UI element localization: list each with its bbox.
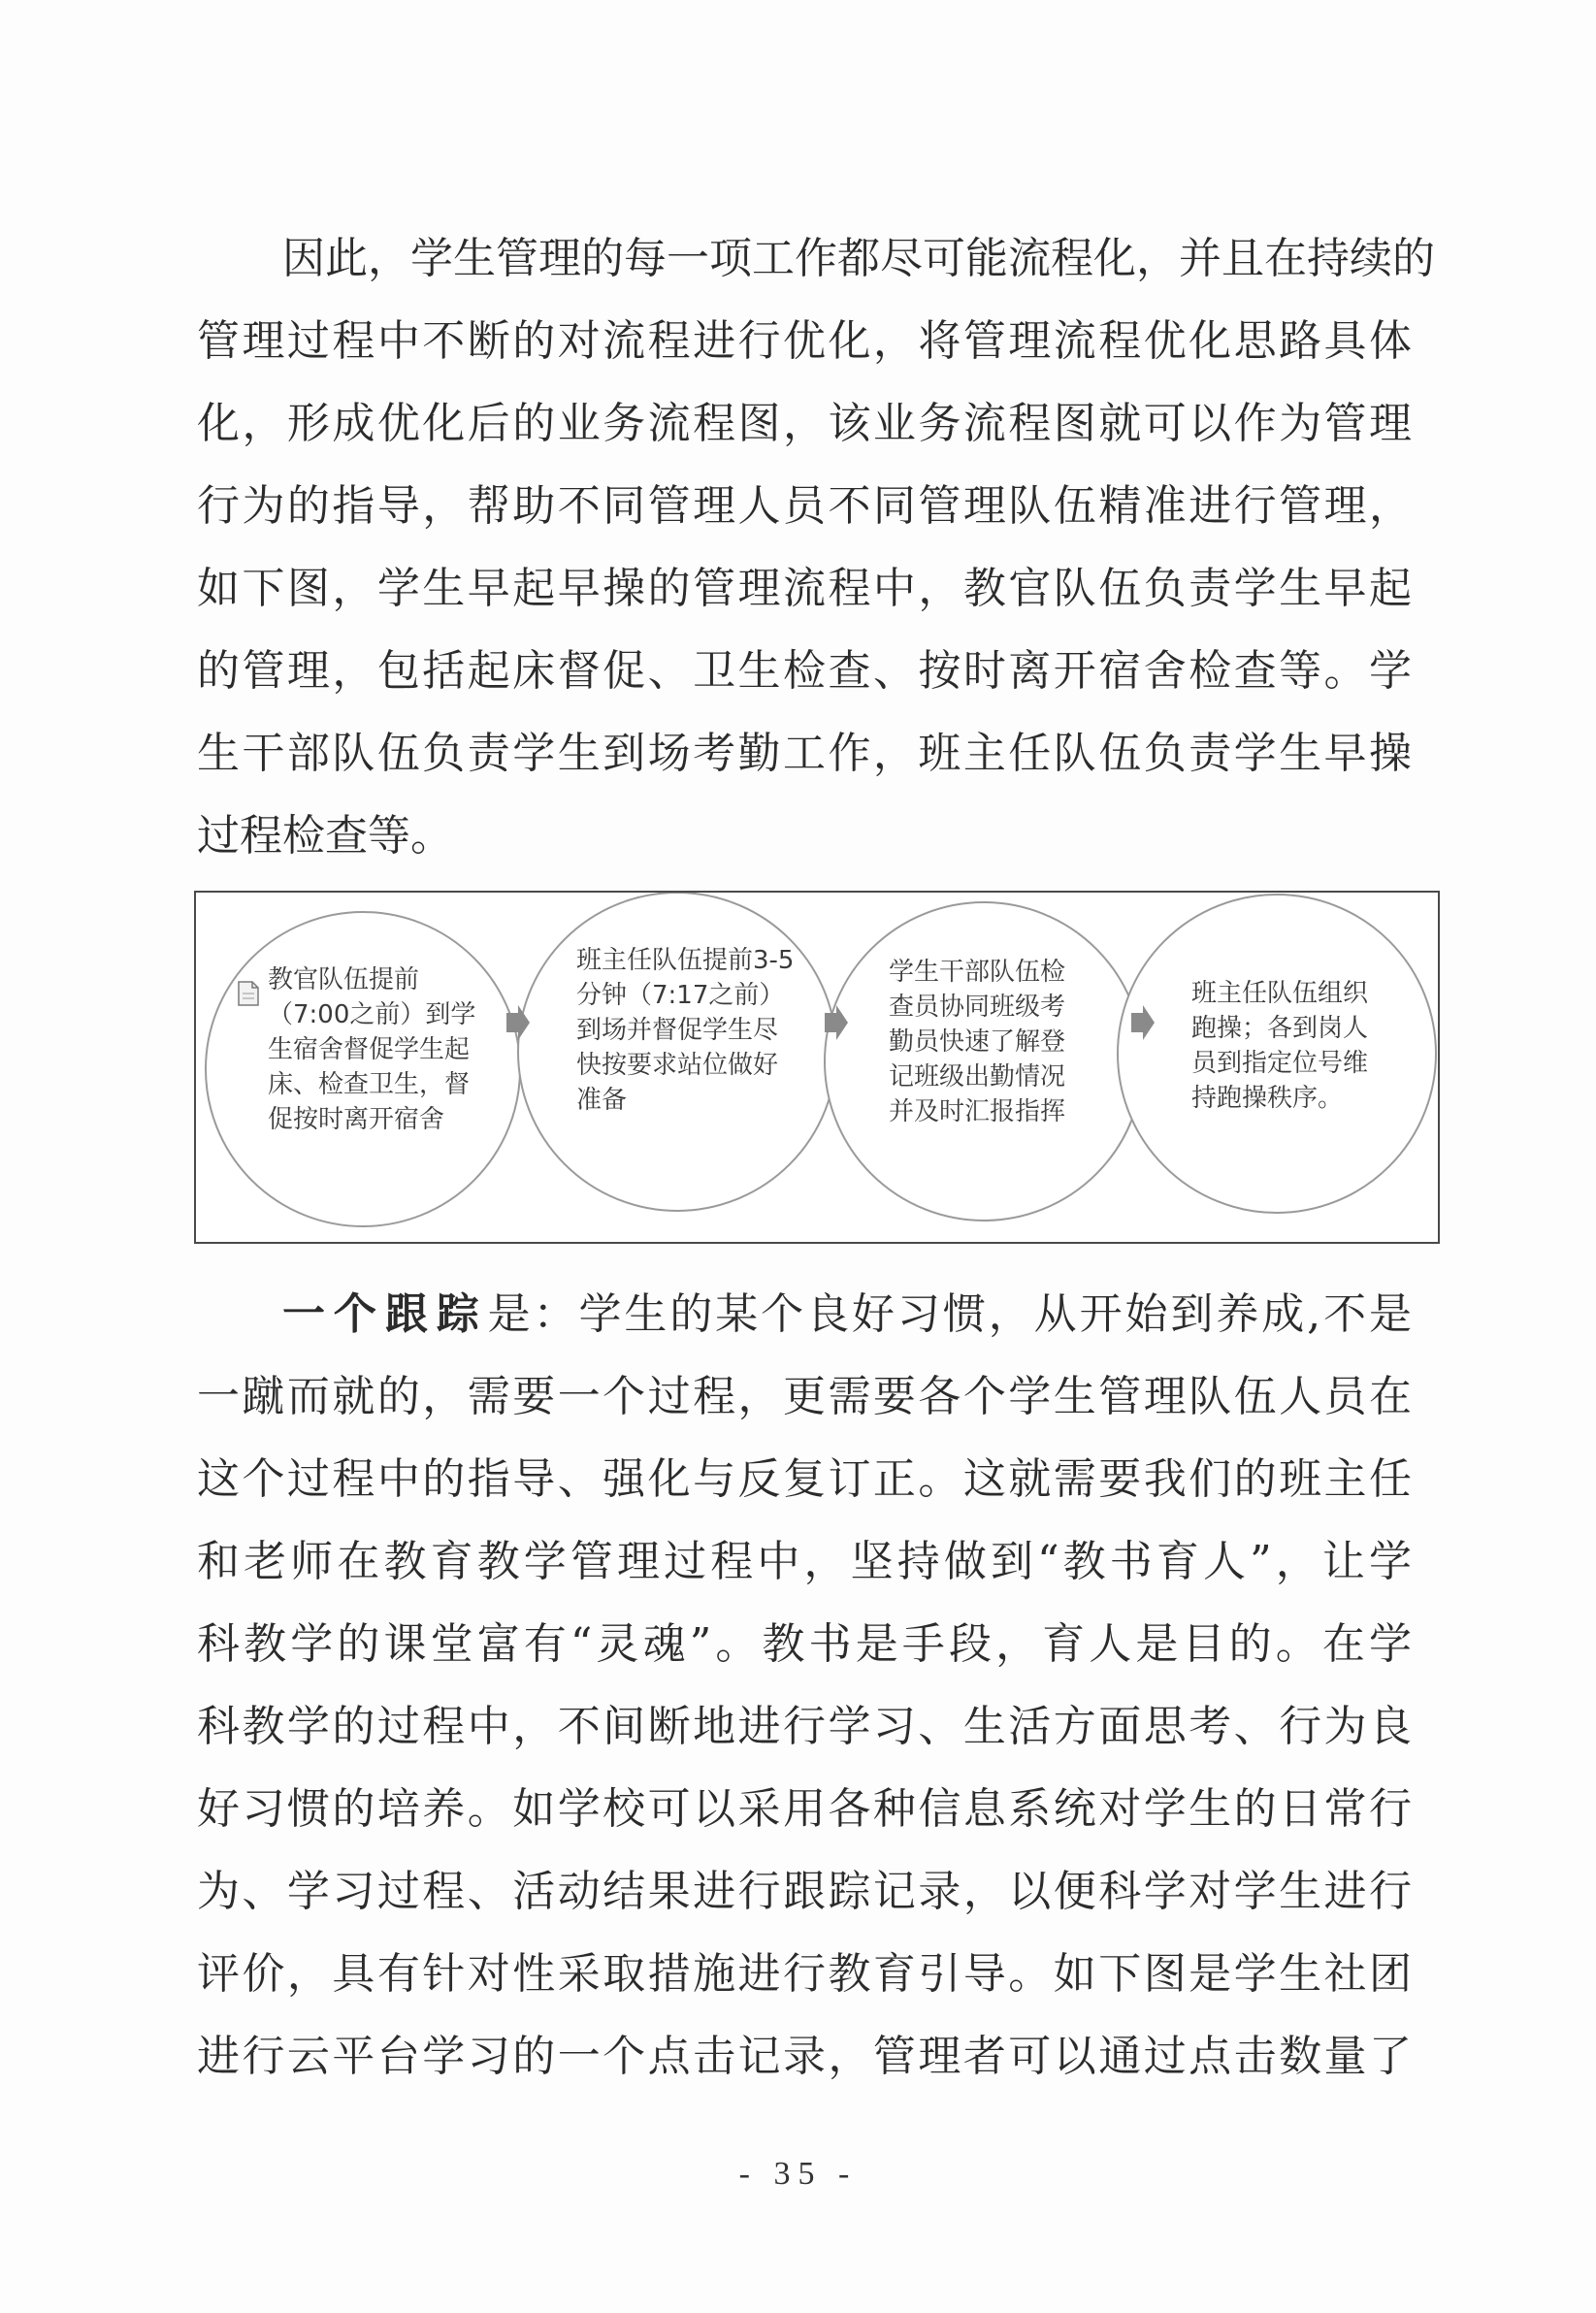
paragraph-line: 管理过程中不断的对流程进行优化，将管理流程优化思路具体: [197, 316, 1412, 366]
paragraph-line: 这个过程中的指导、强化与反复订正。这就需要我们的班主任: [197, 1454, 1412, 1504]
flow-diagram: [194, 891, 1440, 1244]
page-number: - 35 -: [738, 2156, 858, 2192]
paragraph-line: 因此，学生管理的每一项工作都尽可能流程化，并且在持续的: [282, 234, 1435, 283]
paragraph-line: 行为的指导，帮助不同管理人员不同管理队伍精准进行管理，: [197, 481, 1412, 531]
paragraph-line: [197, 1273, 1412, 1355]
flow-step-4-text: 班主任队伍组织 跑操；各到岗人 员到指定位号维 持跑操秩序。: [1191, 979, 1369, 1113]
paragraph-line: 的管理，包括起床督促、卫生检查、按时离开宿舍检查等。学: [197, 646, 1412, 696]
paragraph-line: 进行云平台学习的一个点击记录，管理者可以通过点击数量了: [197, 2032, 1412, 2081]
paragraph-line: 科教学的过程中，不间断地进行学习、生活方面思考、行为良: [197, 1702, 1412, 1751]
paragraph-line: 和老师在教育教学管理过程中，坚持做到“教书育人”，让学: [197, 1537, 1412, 1586]
paragraph-line: 一蹴而就的，需要一个过程，更需要各个学生管理队伍人员在: [197, 1372, 1412, 1421]
flow-step-2-text: 班主任队伍提前3-5 分钟（7:17之前） 到场并督促学生尽 快按要求站位做好 准备: [576, 946, 795, 1115]
paragraph-line: 评价，具有针对性采取措施进行教育引导。如下图是学生社团: [197, 1949, 1412, 1999]
paragraph-line-rest: 是：学生的某个良好习惯，从开始到养成,不是: [487, 1289, 1412, 1339]
paragraph-line: 好习惯的培养。如学校可以采用各种信息系统对学生的日常行: [197, 1784, 1412, 1834]
paragraph-line: 化，形成优化后的业务流程图，该业务流程图就可以作为管理: [197, 399, 1412, 448]
document-icon: [239, 982, 258, 1005]
paragraph-line: 如下图，学生早起早操的管理流程中，教官队伍负责学生早起: [197, 564, 1412, 613]
bold-lead-term: 一个跟踪: [282, 1289, 488, 1339]
paragraph-1: [197, 217, 1435, 877]
paragraph-2: [197, 1273, 1412, 2098]
paragraph-line: 生干部队伍负责学生到场考勤工作，班主任队伍负责学生早操: [197, 729, 1412, 778]
flow-step-1-text: 教官队伍提前 （7:00之前）到学 生宿舍督促学生起 床、检查卫生，督 促按时离开宿舍: [268, 965, 476, 1134]
flow-step-3-text: 学生干部队伍检 查员协同班级考 勤员快速了解登 记班级出勤情况 并及时汇报指挥: [889, 958, 1066, 1126]
paragraph-line: 过程检查等。: [197, 811, 453, 861]
paragraph-line: 为、学习过程、活动结果进行跟踪记录，以便科学对学生进行: [197, 1867, 1412, 1916]
paragraph-line: 科教学的课堂富有“灵魂”。教书是手段，育人是目的。在学: [197, 1619, 1412, 1669]
